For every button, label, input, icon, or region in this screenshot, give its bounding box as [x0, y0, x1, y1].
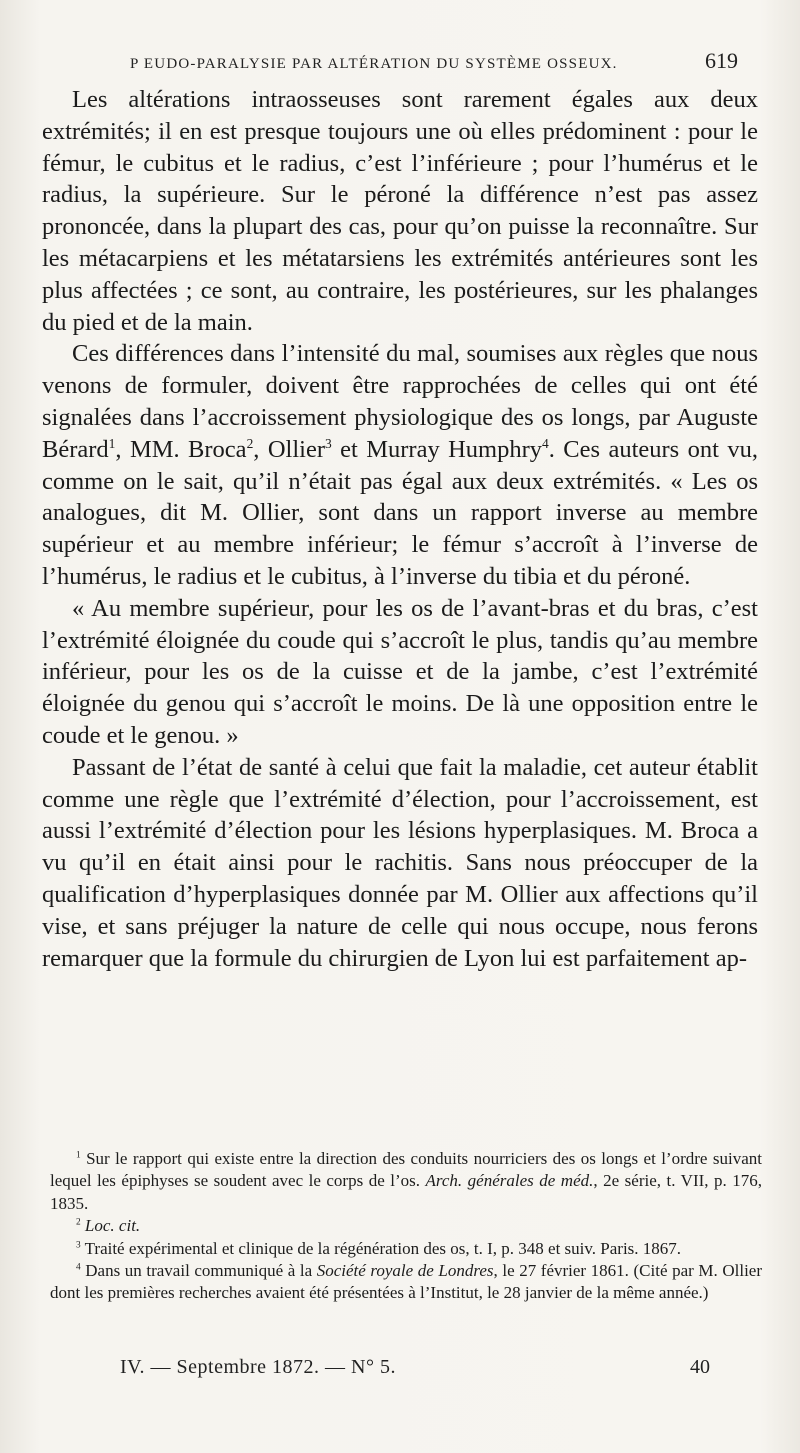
footnote-4-society: Société royale de Londres: [316, 1261, 494, 1281]
footnote-3-number: 3: [76, 1239, 81, 1250]
footnotes: [50, 1148, 762, 1305]
footnote-4-number: 4: [76, 1262, 81, 1273]
paragraph-2-text-c: , Ollier: [253, 435, 325, 463]
footnote-1: [50, 1148, 762, 1215]
footnote-1-journal: Arch. générales de méd.: [425, 1171, 594, 1191]
footnote-1-number: 1: [76, 1150, 81, 1161]
signature-mark: IV. — Septembre 1872. — N° 5.: [120, 1356, 396, 1378]
footnote-4: [50, 1260, 762, 1305]
footnote-ref-4: 4: [542, 435, 549, 451]
paragraph-2-text-e: . Ces auteurs ont vu, comme on le sait, qu’il n’était pas égal aux deux extrémités. « Les os analogues, dit M. Ollier, sont dans un rapport inverse au membre supérieur et au membre inférieur; le fémur s’accroît à l’inverse de l’humérus, le radius et le cubitus, à l’inverse du tibia et du péroné.: [42, 435, 758, 590]
footnote-3-text: Traité expérimental et clinique de la régénération des os, t. I, p. 348 et suiv. Paris. 1867.: [80, 1238, 682, 1258]
footnote-2-text: Loc. cit.: [84, 1216, 141, 1236]
page-number: 619: [705, 48, 738, 73]
paragraph-2-text-b: , MM. Broca: [115, 435, 247, 463]
footnote-ref-3: 3: [324, 435, 332, 451]
footnote-3: [50, 1238, 762, 1260]
footnote-ref-1: 1: [108, 435, 116, 451]
paragraph-1: Les altérations intraosseuses sont rarement égales aux deux extrémités; il en est presque toujours une où elles prédominent : pour le fémur, le cubitus et le radius, c’est l’inférieure ; pour l’humérus et le radius, la supérieure. Sur le péroné la différence n’est pas assez prononcée, dans la plupart des cas, pour qu’on puisse la reconnaître. Sur les métacarpiens et les métatarsiens les extrémités antérieures sont les plus affectées ; ce sont, au contraire, les postérieures, sur les phalanges du pied et de la main.: [42, 86, 758, 336]
footnote-2-number: 2: [76, 1217, 81, 1228]
paragraph-2: [42, 338, 758, 592]
paragraph-4: Passant de l’état de santé à celui que fait la maladie, cet auteur établit comme une règle que l’extrémité d’élection, pour l’accroissement, est aussi l’extrémité d’élection pour les lésions hyperplasiques. M. Broca a vu qu’il en était ainsi pour le rachitis. Sans nous préoccuper de la qualification d’hyperplasiques donnée par M. Ollier aux affections qu’il vise, et sans préjuger la nature de celle qui nous occupe, nous ferons remarquer que la formule du chirurgien de Lyon lui est parfaitement ap-: [42, 753, 758, 972]
running-head: [130, 48, 770, 74]
footnote-1-tail: , 2e série, t. VII, p. 176, 1835.: [50, 1171, 763, 1213]
footnote-4-text-b: , le 27 février 1861. (Cité par M. Ollier dont les premières recherches avaient été présentées à l’Institut, le 28 janvier de la même année.): [50, 1261, 762, 1303]
body-text: [42, 84, 758, 974]
footnote-2: [50, 1215, 762, 1237]
footnote-1-text: Sur le rapport qui existe entre la direction des conduits nourriciers des os longs et l’ordre suivant lequel les épiphyses se soudent avec le corps de l’os.: [50, 1149, 762, 1191]
footnote-4-text-a: Dans un travail communiqué à la: [80, 1261, 317, 1281]
paragraph-3: « Au membre supérieur, pour les os de l’avant-bras et du bras, c’est l’extrémité éloignée du coude qui s’accroît le plus, tandis qu’au membre inférieur, pour les os de la cuisse et de la jambe, c’est l’extrémité éloignée du genou qui s’accroît le moins. De là une opposition entre le coude et le genou. »: [42, 594, 758, 749]
sheet-number: 40: [690, 1356, 710, 1378]
paragraph-2-text-d: et Murray Humphry: [331, 435, 543, 463]
running-title: P EUDO-PARALYSIE PAR ALTÉRATION DU SYSTÈME OSSEUX.: [130, 56, 618, 72]
signature-line: [120, 1356, 710, 1379]
paragraph-2-text-a: Ces différences dans l’intensité du mal, soumises aux règles que nous venons de formuler, doivent être rapprochées de celles qui ont été signalées dans l’accroissement physiologique des os longs, par Auguste Bérard: [42, 340, 758, 463]
footnote-ref-2: 2: [246, 435, 254, 451]
